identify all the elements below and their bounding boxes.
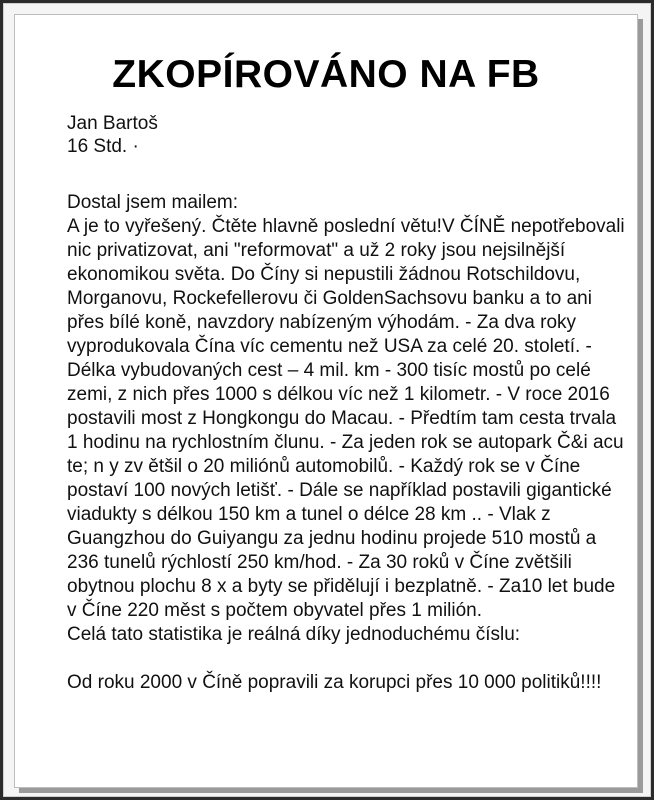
- conclusion-paragraph: Od roku 2000 v Číně popravili za korupci přes 10 000 politiků!!!!: [67, 672, 602, 693]
- post-header: [67, 112, 158, 158]
- post-time: 16 Std. ·: [67, 136, 139, 157]
- post-body: [67, 191, 627, 695]
- main-paragraph: A je to vyřešený. Čtěte hlavně poslední větu!V ČÍNĚ nepotřebovali nic privatizovat, ani "reformovat" a už 2 roky jsou nejsilnější ekonomikou světa. Do Číny si nepustili žádnou Rotschildovu, Morganovu, Rockefellerovu či GoldenSachsovu banku a to ani přes bílé koně, navzdory nabízeným výhodám. - Za dva roky vyprodukovala Čína víc cementu než USA za celé 20. století. - Délka vybudovaných cest – 4 mil. km - 300 tisíc mostů po celé zemi, z nich přes 1000 s délkou víc než 1 kilometr. - V roce 2016 postavili most z Hongkongu do Macau. - Předtím tam cesta trvala 1 hodinu na rychlostním člunu. - Za jeden rok se autopark Č&i acu te; n y zv ětšil o 20 miliónů automobilů. - Každý rok se v Číne postaví 100 nových letišť. - Dále se například postavili gigantické viadukty s délkou 150 km a tunel o délce 28 km .. - Vlak z Guangzhou do Guiyangu za jednu hodinu projede 510 mostů a 236 tunelů rýchlostí 250 km/hod. - Za 30 roků v Číne zvětšili obytnou plochu 8 x a byty se přidělují i bezplatně. - Za10 let bude v Číne 220 měst s počtem obyvatel přes 1 milión.: [67, 216, 625, 621]
- document-title: ZKOPÍROVÁNO NA FB: [112, 53, 540, 96]
- greeting-line: Dostal jsem mailem:: [67, 192, 239, 213]
- author-name: Jan Bartoš: [67, 113, 158, 134]
- document-panel: [14, 14, 638, 788]
- statistics-line: Celá tato statistika je reálná díky jednoduchému číslu:: [67, 624, 521, 645]
- paragraph-gap: [67, 647, 627, 671]
